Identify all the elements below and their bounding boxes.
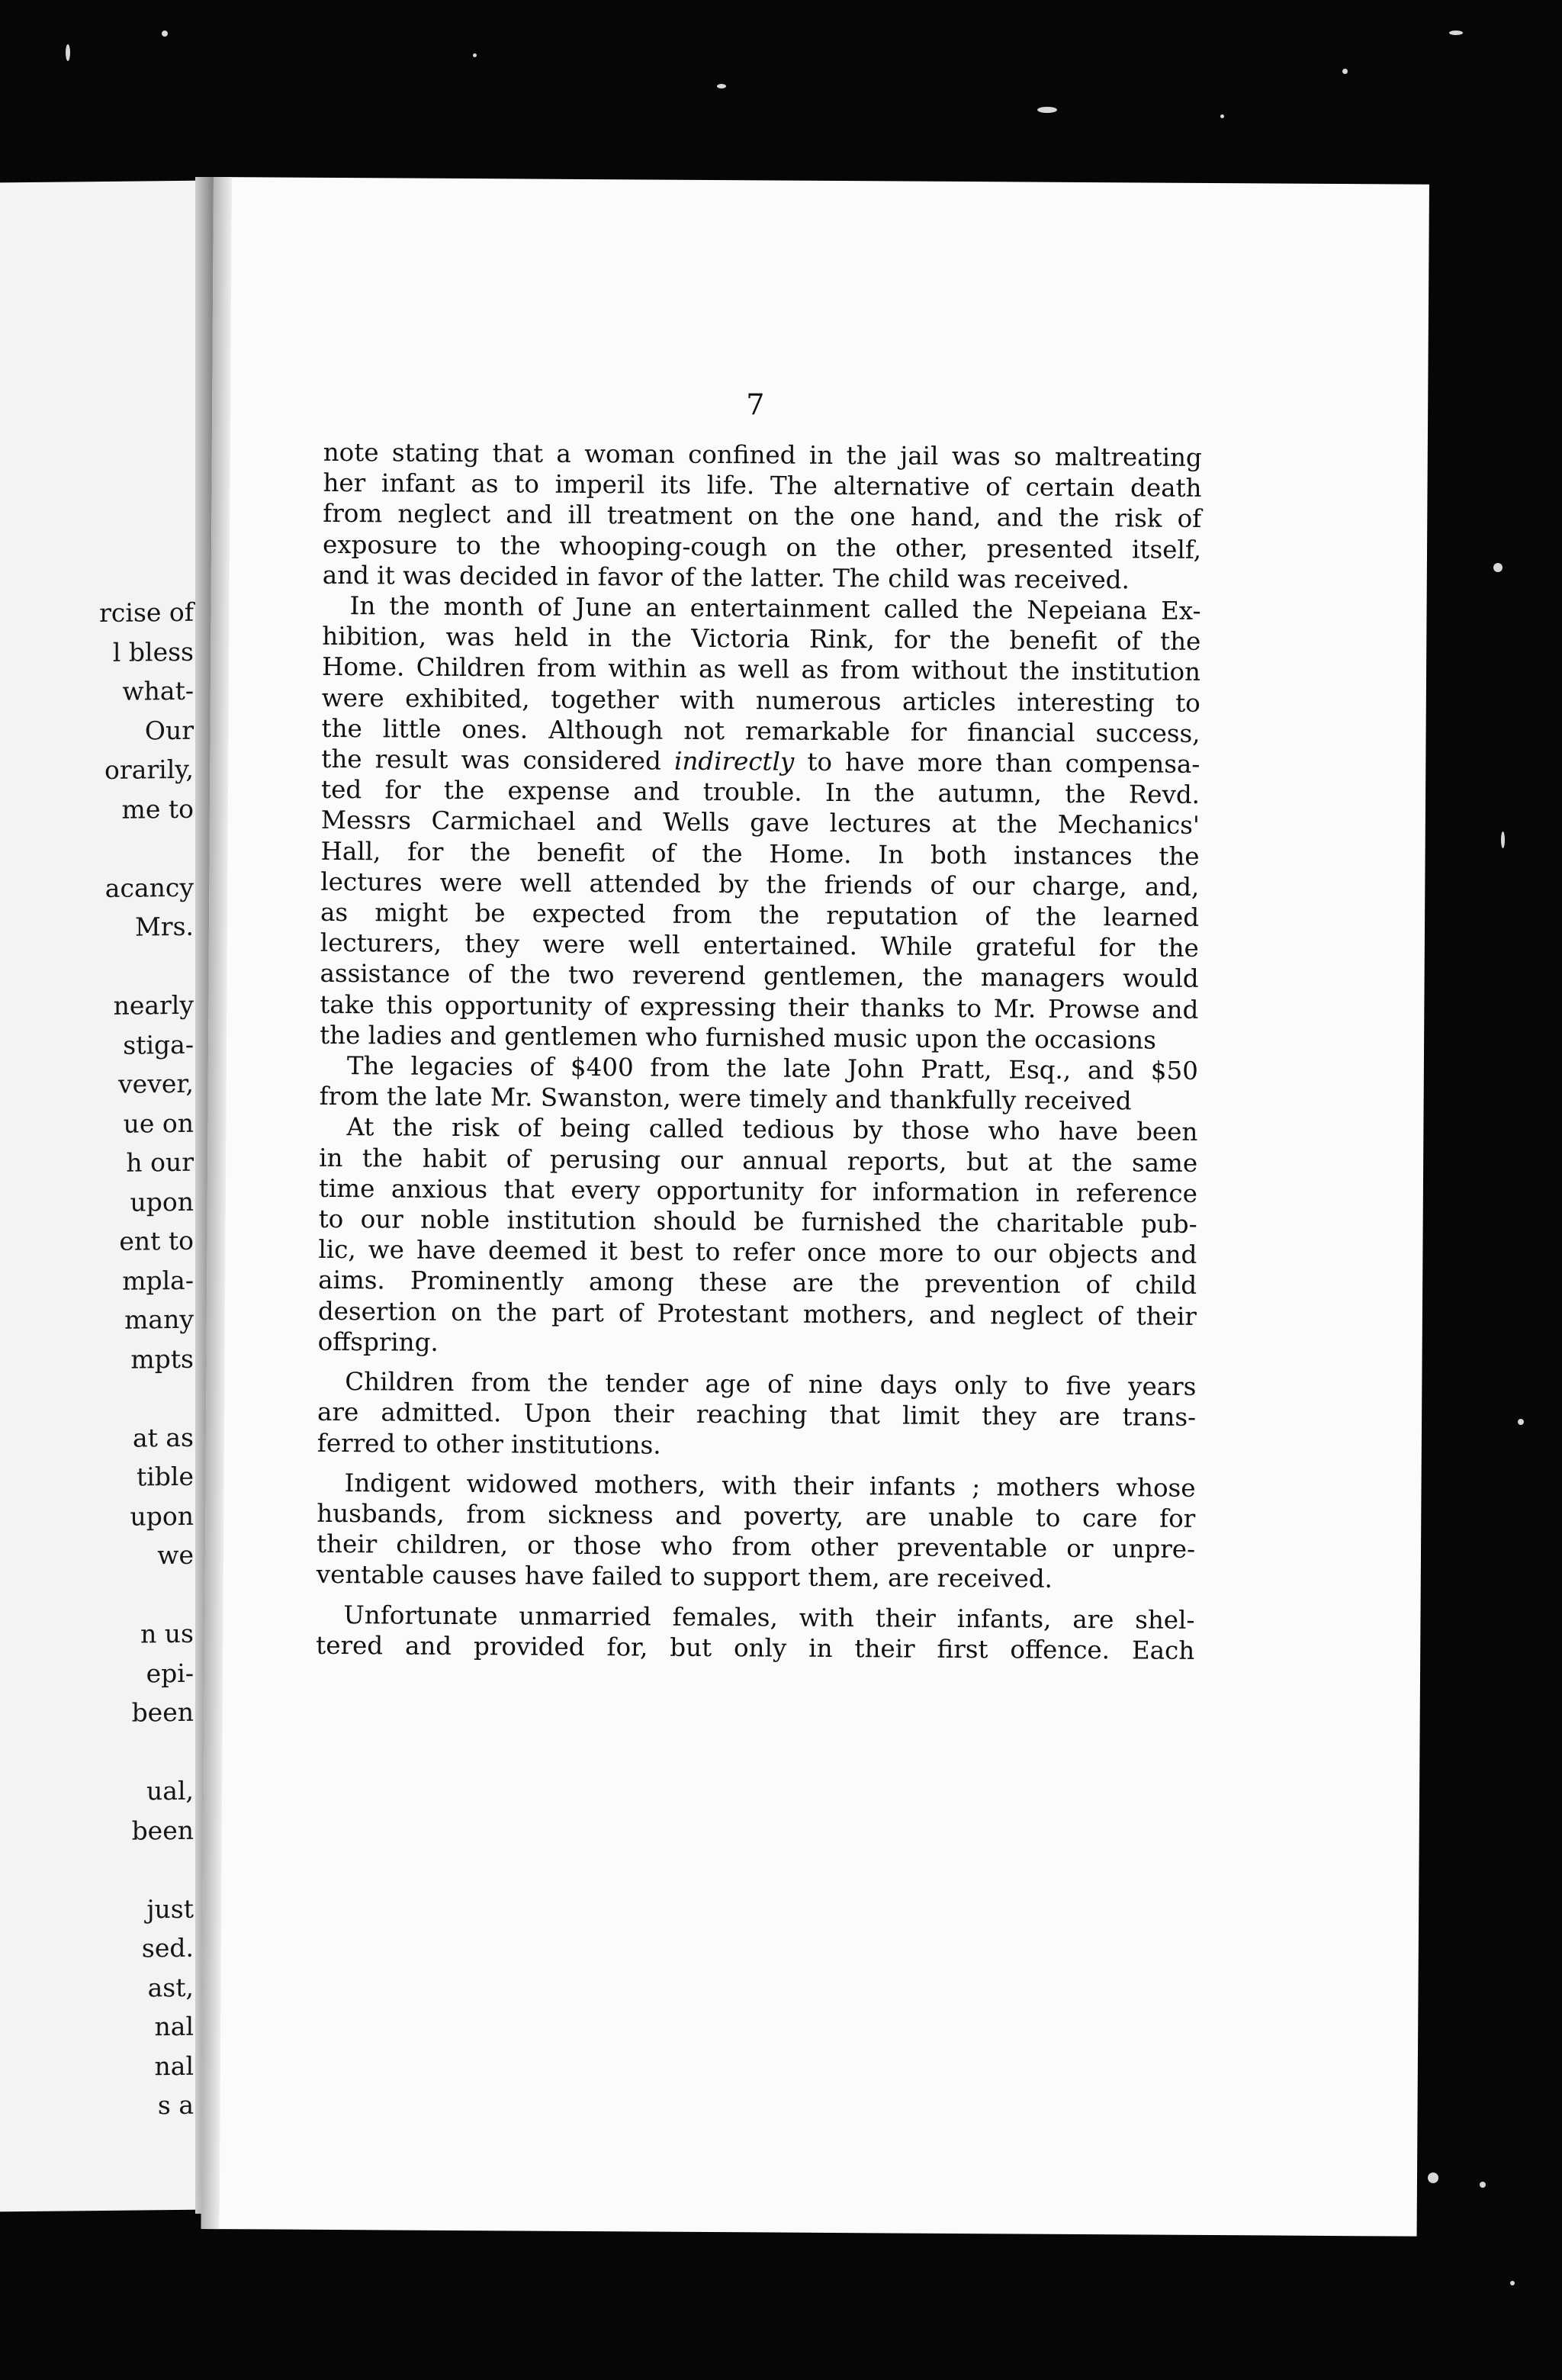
- left-text-line: many: [124, 1304, 194, 1335]
- dust-speck: [1493, 563, 1503, 572]
- left-text-line: Mrs.: [135, 911, 194, 942]
- left-text-line: h our: [126, 1147, 194, 1178]
- text-line: were exhibited, together with numerous articles interesting to: [321, 683, 1200, 718]
- dust-speck: [473, 53, 477, 57]
- left-text-line: nal: [154, 2011, 194, 2042]
- text-line: [321, 744, 1200, 780]
- left-text-line: ast,: [147, 1972, 194, 2002]
- text-line: In the month of June an entertainment called the Nepeiana Ex-: [349, 591, 1201, 626]
- left-text-line: vever,: [118, 1068, 194, 1099]
- text-line: lic, we have deemed it best to refer once more to our objects and: [318, 1235, 1197, 1270]
- text-line: tered and provided for, but only in their first offence. Each: [316, 1630, 1195, 1665]
- text-line: and it was decided in favor of the latter. The child was received.: [322, 560, 1130, 595]
- left-text-line: been: [131, 1697, 194, 1728]
- left-text-line: at as: [132, 1422, 194, 1453]
- text-line: Indigent widowed mothers, with their infants ; mothers whose: [344, 1468, 1196, 1503]
- dust-speck: [1037, 107, 1057, 113]
- text-line: the little ones. Although not remarkable for financial success,: [321, 713, 1200, 748]
- text-line: take this opportunity of expressing their thanks to Mr. Prowse and: [320, 989, 1199, 1024]
- left-text-line: [26, 1850, 194, 1891]
- dust-speck: [1518, 1419, 1524, 1425]
- left-text-line: just: [146, 1893, 194, 1924]
- left-text-line: nearly: [113, 989, 194, 1021]
- dust-speck: [66, 44, 70, 61]
- left-text-line: ual,: [146, 1775, 194, 1806]
- text-line: Unfortunate unmarried females, with their infants, are shel-: [343, 1600, 1195, 1635]
- page-number: 7: [746, 388, 765, 422]
- text-line: aims. Prominently among these are the prevention of child: [318, 1266, 1197, 1301]
- text-line: lecturers, they were well entertained. While grateful for the: [320, 928, 1199, 963]
- left-text-line: n us: [140, 1618, 194, 1649]
- dust-speck: [162, 31, 168, 37]
- text-line: to our noble institution should be furnished the charitable pub-: [318, 1204, 1197, 1239]
- text-line: from the late Mr. Swanston, were timely and thankfully received: [319, 1082, 1132, 1116]
- left-text-line: tible: [136, 1461, 194, 1492]
- text-line: as might be expected from the reputation of the learned: [320, 897, 1200, 932]
- text-line: offspring.: [317, 1327, 439, 1357]
- left-text-line: upon: [130, 1186, 194, 1217]
- italic-word: indirectly: [673, 746, 795, 777]
- text-line: lectures were well attended by the friends of our charge, and,: [320, 867, 1200, 902]
- left-text-line: acancy: [104, 872, 194, 903]
- dust-speck: [1342, 69, 1348, 74]
- text-line: Children from the tender age of nine days only to five years: [345, 1367, 1197, 1401]
- left-text-line: epi-: [146, 1658, 194, 1688]
- left-text-line: [26, 1732, 194, 1773]
- left-text-line: s a: [157, 2089, 194, 2121]
- left-text-line: sed.: [141, 1932, 194, 1963]
- text-line: in the habit of perusing our annual reports, but at the same: [319, 1143, 1198, 1178]
- text-fragment: the result was considered: [321, 744, 675, 776]
- left-text-line: what-: [122, 675, 194, 706]
- dust-speck: [717, 84, 726, 88]
- left-text-line: been: [131, 1815, 194, 1846]
- text-line: At the risk of being called tedious by those who have been: [346, 1112, 1198, 1147]
- dust-speck: [1480, 2182, 1486, 2188]
- left-text-line: we: [157, 1539, 194, 1571]
- left-text-line: [26, 828, 194, 870]
- text-line: note stating that a woman confined in the jail was so maltreating: [323, 437, 1202, 472]
- left-text-line: mpla-: [122, 1265, 194, 1296]
- text-line: Messrs Carmichael and Wells gave lectures at the Mechanics': [320, 806, 1200, 841]
- text-line: exposure to the whooping-cough on the other, presented itself,: [322, 529, 1202, 564]
- left-text-line: l bless: [112, 636, 194, 667]
- left-text-line: me to: [121, 793, 194, 825]
- text-line: Home. Children from within as well as from without the institution: [321, 652, 1201, 687]
- dust-speck: [1449, 31, 1463, 35]
- text-line: their children, or those who from other preventable or unpre-: [316, 1529, 1196, 1565]
- left-text-line: [26, 1574, 194, 1616]
- left-page: [0, 181, 207, 2212]
- text-line: the ladies and gentlemen who furnished music upon the occasions: [320, 1020, 1156, 1055]
- text-line: Hall, for the benefit of the Home. In both instances the: [320, 836, 1200, 871]
- text-line: hibition, was held in the Victoria Rink, for the benefit of the: [322, 622, 1201, 657]
- left-text-line: upon: [130, 1500, 194, 1532]
- text-line: desertion on the part of Protestant mothers, and neglect of their: [317, 1296, 1197, 1331]
- left-page-text: [26, 593, 194, 2127]
- dust-speck: [1510, 2281, 1515, 2285]
- left-text-line: stiga-: [123, 1029, 194, 1060]
- text-line: ventable causes have failed to support them, are received.: [316, 1560, 1053, 1594]
- left-text-line: rcise of: [99, 597, 194, 629]
- text-line: from neglect and ill treatment on the one hand, and the risk of: [323, 499, 1202, 534]
- text-fragment: to have more than compensa-: [794, 747, 1200, 779]
- text-line: ferred to other institutions.: [317, 1428, 661, 1460]
- right-page: [201, 177, 1429, 2237]
- left-text-line: mpts: [130, 1343, 194, 1375]
- text-line: The legacies of $400 from the late John Pratt, Esq., and $50: [346, 1051, 1198, 1085]
- text-line: are admitted. Upon their reaching that limit they are trans-: [317, 1397, 1197, 1433]
- text-line: husbands, from sickness and poverty, are unable to care for: [317, 1498, 1196, 1533]
- left-text-line: orarily,: [104, 754, 194, 785]
- text-line: her infant as to imperil its life. The alternative of certain death: [323, 468, 1202, 503]
- left-text-line: Our: [144, 715, 194, 745]
- left-text-line: [26, 1378, 194, 1420]
- body-text: [316, 437, 1202, 1666]
- left-text-line: ent to: [119, 1225, 194, 1256]
- left-text-line: nal: [154, 2050, 194, 2081]
- text-line: ted for the expense and trouble. In the autumn, the Revd.: [320, 775, 1200, 810]
- text-line: time anxious that every opportunity for information in reference: [318, 1173, 1197, 1208]
- text-line: assistance of the two reverend gentlemen, the managers would: [320, 959, 1199, 994]
- dust-speck: [1428, 2173, 1438, 2183]
- left-text-line: ue on: [123, 1108, 194, 1139]
- dust-speck: [1501, 831, 1505, 848]
- dust-speck: [1220, 114, 1224, 118]
- left-text-line: [26, 946, 194, 987]
